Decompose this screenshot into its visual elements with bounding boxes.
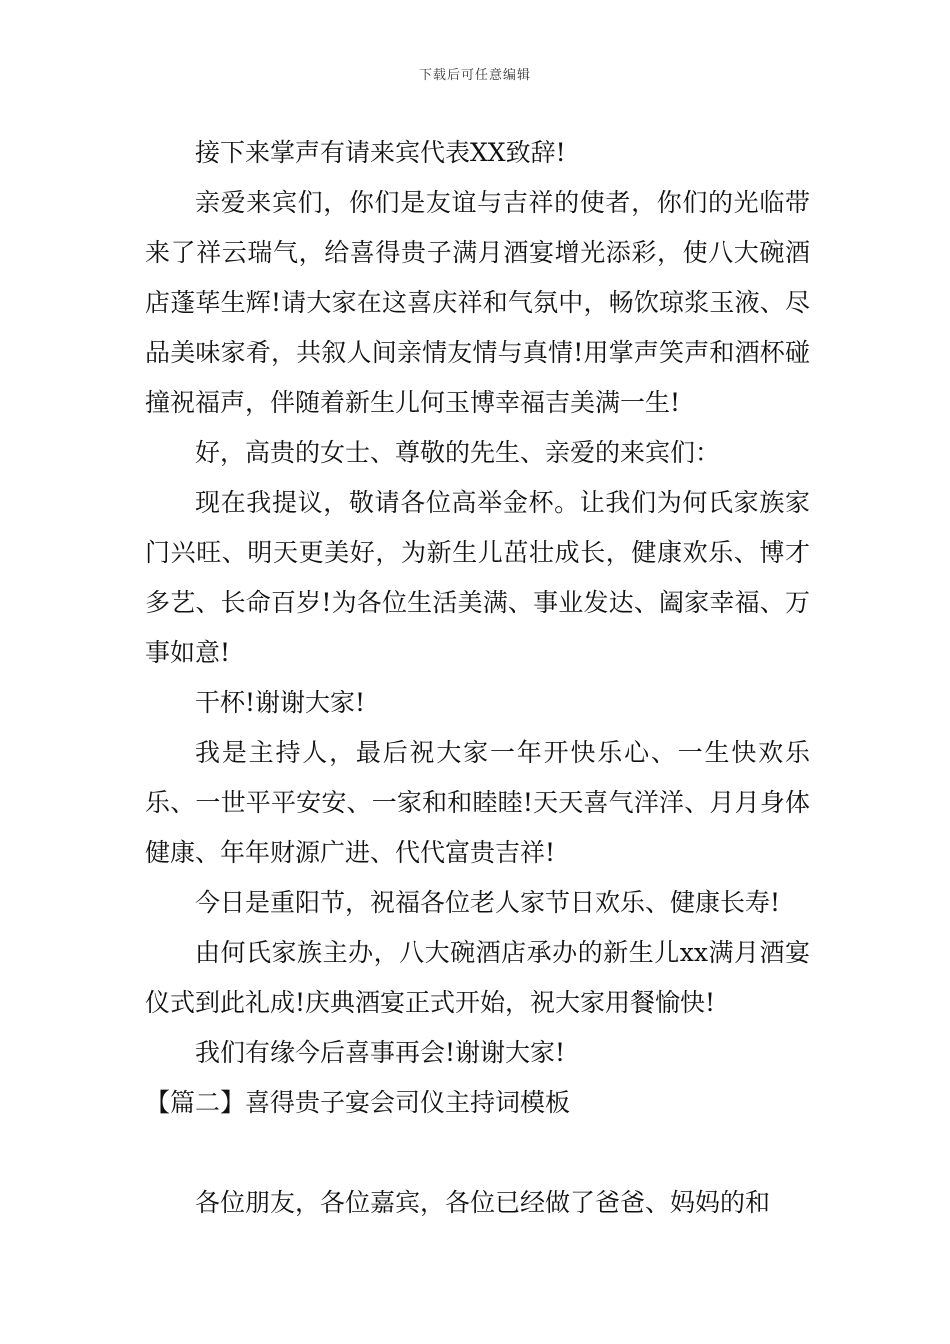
- paragraph-address: 好，高贵的女士、尊敬的先生、亲爱的来宾们：: [195, 438, 721, 467]
- paragraph-toast-proposal: 现在我提议，敬请各位高举金杯。让我们为何氏家族家门兴旺、明天更美好，为新生儿茁壮成长，健康欢乐、博才多艺、长命百岁!为各位生活美满、事业发达、阖家幸福、万事如意!: [145, 488, 810, 667]
- paragraph-host-blessing: 我是主持人，最后祝大家一年开快乐心、一生快欢乐乐、一世平平安安、一家和和睦睦!天天喜气洋洋、月月身体健康、年年财源广进、代代富贵吉祥!: [145, 738, 810, 867]
- paragraph-welcome-guests: 亲爱来宾们，你们是友谊与吉祥的使者，你们的光临带来了祥云瑞气，给喜得贵子满月酒宴增光添彩，使八大碗酒店蓬荜生辉!请大家在这喜庆祥和气氛中，畅饮琼浆玉液、尽品美味家肴，共叙人间亲情友情与真情!用掌声笑声和酒杯碰撞祝福声，伴随着新生儿何玉博幸福吉美满一生!: [145, 188, 810, 417]
- paragraph-farewell: 我们有缘今后喜事再会!谢谢大家!: [195, 1038, 566, 1067]
- paragraph-invite-guest: 接下来掌声有请来宾代表XX致辞!: [195, 138, 566, 167]
- section-spacer: [145, 1128, 810, 1178]
- paragraph-next-section-start: 各位朋友，各位嘉宾，各位已经做了爸爸、妈妈的和: [195, 1188, 771, 1217]
- document-body: [145, 128, 810, 1228]
- section-heading: 【篇二】喜得贵子宴会司仪主持词模板: [145, 1088, 571, 1117]
- paragraph-cheers: 干杯!谢谢大家!: [195, 688, 366, 717]
- page-header: 下载后可任意编辑: [418, 68, 531, 83]
- paragraph-festival-wish: 今日是重阳节，祝福各位老人家节日欢乐、健康长寿!: [195, 888, 781, 917]
- paragraph-ceremony-close: 由何氏家族主办，八大碗酒店承办的新生儿xx满月酒宴仪式到此礼成!庆典酒宴正式开始，祝大家用餐愉快!: [145, 938, 810, 1017]
